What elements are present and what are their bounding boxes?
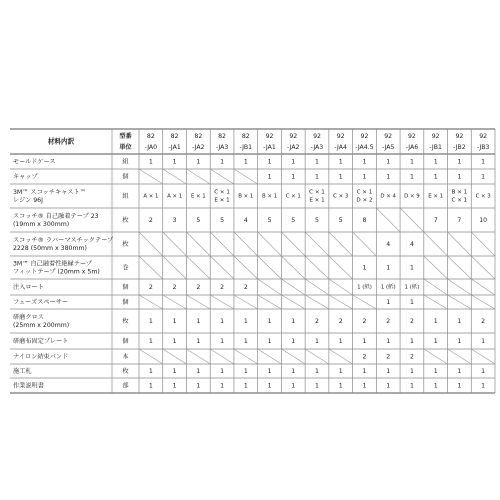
unit-label: 枚 — [122, 241, 129, 248]
quantity-cell: 1 — [362, 158, 367, 166]
quantity-cell: 1 — [386, 173, 391, 181]
quantity-cell: 1 — [338, 173, 343, 181]
model-series-label: 92 — [313, 133, 321, 140]
quantity-cell: 1 — [172, 318, 177, 325]
quantity-cell: 7 — [457, 217, 462, 224]
quantity-cell: 5 — [220, 217, 225, 224]
quantity-cell: C × 1 — [451, 197, 468, 204]
quantity-cell: 2 — [409, 318, 414, 325]
quantity-cell: 1 — [433, 368, 438, 375]
quantity-cell: 2 — [409, 353, 414, 361]
quantity-cell: 1 — [433, 338, 438, 345]
model-series-label: 92 — [384, 133, 393, 140]
quantity-cell: 1 — [220, 318, 225, 325]
material-name: 施工札 — [13, 368, 32, 375]
quantity-cell: 1 — [409, 368, 414, 375]
quantity-cell: B × 1 — [261, 193, 278, 200]
model-variant-label: -JB3 — [476, 144, 490, 151]
quantity-cell: 1 — [457, 318, 462, 325]
quantity-cell: 2 — [148, 284, 153, 291]
material-name: 3M™ スコッチキャスト™ — [13, 189, 86, 196]
quantity-cell: 1 — [338, 382, 343, 390]
quantity-cell: 1 — [481, 158, 486, 166]
quantity-cell: 1 (紙) — [404, 284, 420, 291]
quantity-cell: C × 1 — [214, 189, 230, 196]
quantity-cell: 1 — [409, 264, 414, 272]
quantity-cell: E × 1 — [214, 197, 230, 204]
material-name: スコッチ® 自己融着テープ 23 — [13, 213, 99, 220]
quantity-cell: D × 9 — [404, 193, 420, 200]
quantity-cell: C × 3 — [475, 193, 491, 200]
unit-label: 個 — [122, 173, 129, 181]
quantity-cell: 1 — [243, 158, 248, 166]
quantity-cell: 1 — [267, 368, 272, 375]
quantity-cell: A × 1 — [167, 193, 183, 200]
quantity-cell: 1 — [315, 158, 319, 166]
quantity-cell: 1 — [148, 158, 153, 166]
model-variant-label: -JA0 — [144, 144, 158, 151]
quantity-cell: B × 1 — [451, 189, 468, 196]
quantity-cell: C × 1 — [356, 189, 373, 196]
quantity-cell: 1 (紙) — [380, 284, 396, 291]
quantity-cell: 2 — [315, 318, 319, 325]
quantity-cell: 1 — [409, 173, 414, 181]
quantity-cell: 1 — [457, 338, 462, 345]
material-name: 3M™ 自己融着性絶縁テープ — [13, 260, 92, 268]
quantity-cell: 1 — [457, 158, 462, 166]
quantity-cell: 1 — [267, 173, 272, 181]
quantity-cell: 2 — [481, 318, 486, 325]
quantity-cell: 1 — [457, 368, 462, 375]
model-variant-label: -JA2 — [287, 144, 300, 151]
quantity-cell: 1 — [386, 338, 391, 345]
quantity-cell: 2 — [362, 318, 367, 325]
quantity-cell: 1 — [386, 368, 391, 375]
model-variant-label: -JB1 — [239, 144, 253, 151]
material-name: 注入ロート — [13, 284, 44, 291]
quantity-cell: E × 1 — [190, 193, 206, 200]
quantity-cell: 1 — [433, 173, 438, 181]
unit-label: 枚 — [122, 217, 129, 224]
quantity-cell: 1 — [386, 299, 391, 306]
quantity-cell: 2 — [148, 217, 153, 224]
material-name: 研磨クロス — [13, 314, 44, 321]
model-series-label: 92 — [431, 133, 440, 140]
quantity-cell: 5 — [315, 217, 319, 224]
quantity-cell: 1 — [338, 158, 343, 166]
quantity-cell: 1 (紙) — [357, 284, 372, 291]
quantity-cell: 1 — [362, 368, 367, 375]
material-name: キャップ — [13, 173, 38, 181]
material-name: 2228 (50mm x 380mm) — [13, 245, 87, 252]
material-name: フェーズスペーサー — [13, 299, 69, 306]
quantity-cell: 1 — [291, 338, 296, 345]
material-name: スコッチ® ラバーマスチックテープ — [13, 237, 114, 244]
unit-label: 巻 — [122, 264, 129, 272]
quantity-cell: 1 — [243, 368, 248, 375]
type-header-label: 型番 — [119, 133, 132, 140]
quantity-cell: 4 — [409, 241, 414, 248]
quantity-cell: E × 1 — [309, 197, 325, 204]
material-name: ナイロン結束バンド — [13, 353, 69, 361]
quantity-cell: 1 — [267, 158, 272, 166]
quantity-cell: 1 — [386, 264, 391, 272]
model-series-label: 92 — [336, 133, 345, 140]
model-series-label: 92 — [407, 133, 416, 140]
model-variant-label: -JA6 — [405, 144, 419, 151]
material-name: フィットテープ (20mm x 5m) — [13, 268, 100, 276]
model-series-label: 92 — [479, 133, 488, 140]
quantity-cell: 1 — [291, 318, 296, 325]
quantity-cell: 1 — [220, 158, 225, 166]
quantity-cell: 1 — [481, 368, 486, 375]
quantity-cell: 1 — [291, 382, 296, 390]
quantity-cell: 1 — [457, 382, 462, 390]
model-series-label: 82 — [194, 133, 203, 140]
quantity-cell: 1 — [409, 382, 414, 390]
model-variant-label: -JA5 — [381, 144, 395, 151]
quantity-cell: 1 — [433, 382, 438, 390]
material-name: モールドケース — [13, 158, 56, 166]
quantity-cell: 1 — [409, 299, 414, 306]
quantity-cell: 1 — [315, 368, 319, 375]
quantity-cell: 2 — [362, 353, 367, 361]
quantity-cell: 2 — [196, 284, 201, 291]
quantity-cell: 1 — [148, 338, 153, 345]
quantity-cell: 1 — [291, 368, 296, 375]
quantity-cell: 1 — [315, 338, 319, 345]
quantity-cell: 1 — [148, 318, 153, 325]
corner-header-label: 材料内訳 — [47, 137, 75, 146]
quantity-cell: 1 — [433, 318, 438, 325]
quantity-cell: 1 — [172, 368, 177, 375]
model-series-label: 92 — [455, 133, 464, 140]
quantity-cell: 1 — [196, 382, 201, 390]
quantity-cell: 3 — [172, 217, 177, 224]
quantity-cell: 2 — [220, 284, 225, 291]
quantity-cell: 5 — [338, 217, 343, 224]
quantity-cell: C × 3 — [333, 193, 349, 200]
quantity-cell: 1 — [481, 173, 486, 181]
quantity-cell: 2 — [243, 284, 248, 291]
quantity-cell: 1 — [220, 338, 225, 345]
quantity-cell: D × 4 — [380, 193, 396, 200]
model-series-label: 82 — [170, 133, 179, 140]
quantity-cell: 1 — [243, 382, 248, 390]
quantity-cell: 8 — [362, 217, 367, 224]
model-series-label: 92 — [360, 133, 369, 140]
model-variant-label: -JA3 — [215, 144, 229, 151]
quantity-cell: 1 — [481, 338, 486, 345]
quantity-cell: D × 2 — [356, 197, 373, 204]
quantity-cell: 5 — [291, 217, 296, 224]
material-name: 作業説明書 — [13, 382, 44, 390]
quantity-cell: 2 — [386, 318, 391, 325]
quantity-cell: C × 1 — [285, 193, 301, 200]
quantity-cell: C × 1 — [309, 189, 325, 196]
quantity-cell: 1 — [433, 158, 438, 166]
quantity-cell: 2 — [172, 284, 177, 291]
quantity-cell: 1 — [220, 382, 225, 390]
model-variant-label: -JB1 — [429, 144, 442, 151]
quantity-cell: 5 — [196, 217, 201, 224]
unit-label: 枚 — [122, 318, 129, 325]
unit-label: 個 — [122, 299, 129, 306]
model-variant-label: -JB2 — [453, 144, 466, 151]
material-name: (19mm x 300mm) — [13, 221, 70, 228]
quantity-cell: 4 — [243, 217, 248, 224]
quantity-cell: 1 — [172, 338, 177, 345]
quantity-cell: 1 — [196, 318, 201, 325]
quantity-cell: 1 — [196, 368, 201, 375]
unit-label: 個 — [122, 338, 129, 345]
quantity-cell: 1 — [267, 338, 272, 345]
quantity-cell: 1 — [338, 368, 343, 375]
quantity-cell: 1 — [315, 173, 319, 181]
quantity-cell: 1 — [362, 264, 367, 272]
quantity-cell: 1 — [386, 158, 391, 166]
unit-label: 枚 — [122, 368, 129, 375]
quantity-cell: 1 — [172, 382, 177, 390]
quantity-cell: A × 1 — [143, 193, 159, 200]
unit-label: 部 — [122, 382, 129, 390]
quantity-cell: 1 — [409, 338, 414, 345]
quantity-cell: 1 — [291, 173, 296, 181]
quantity-cell: 1 — [196, 338, 201, 345]
material-name: (25mm x 200mm) — [13, 322, 70, 329]
model-variant-label: -JA4 — [334, 144, 347, 151]
quantity-cell: 1 — [362, 382, 367, 390]
model-series-label: 92 — [289, 133, 298, 140]
quantity-cell: 1 — [172, 158, 177, 166]
quantity-cell: 1 — [409, 158, 414, 166]
unit-label: 組 — [122, 158, 129, 166]
quantity-cell: B × 1 — [238, 193, 254, 200]
quantity-cell: 1 — [243, 338, 248, 345]
unit-label: 本 — [122, 353, 129, 361]
quantity-cell: 1 — [362, 173, 367, 181]
quantity-cell: 1 — [338, 338, 343, 345]
quantity-cell: 4 — [386, 241, 391, 248]
model-series-label: 82 — [146, 133, 155, 140]
quantity-cell: 1 — [362, 338, 367, 345]
model-variant-label: -JA2 — [192, 144, 205, 151]
quantity-cell: 1 — [220, 368, 225, 375]
quantity-cell: 7 — [433, 217, 438, 224]
material-name: 研磨布固定プレート — [13, 338, 69, 345]
model-series-label: 82 — [241, 133, 250, 140]
model-series-label: 82 — [218, 133, 227, 140]
quantity-cell: E × 1 — [428, 193, 444, 200]
material-name: レジン 96J — [13, 197, 43, 204]
unit-header-label: 単位 — [119, 144, 132, 151]
model-variant-label: -JA3 — [310, 144, 324, 151]
unit-label: 組 — [122, 193, 129, 200]
model-series-label: 92 — [265, 133, 274, 140]
model-variant-label: -JA1 — [263, 144, 276, 151]
model-variant-label: -JA4.5 — [355, 144, 374, 151]
quantity-cell: 10 — [479, 217, 488, 224]
quantity-cell: 1 — [457, 173, 462, 181]
quantity-cell: 1 — [267, 382, 272, 390]
quantity-cell: 1 — [386, 382, 391, 390]
quantity-cell: 1 — [148, 368, 153, 375]
quantity-cell: 1 — [315, 382, 319, 390]
quantity-cell: 1 — [148, 382, 153, 390]
quantity-cell: 1 — [243, 318, 248, 325]
quantity-cell: 2 — [338, 318, 343, 325]
unit-label: 個 — [122, 284, 129, 291]
quantity-cell: 2 — [386, 353, 391, 361]
quantity-cell: 1 — [267, 318, 272, 325]
quantity-cell: 5 — [267, 217, 272, 224]
quantity-cell: 1 — [196, 158, 201, 166]
model-variant-label: -JA1 — [168, 144, 181, 151]
quantity-cell: 1 — [481, 382, 486, 390]
quantity-cell: 1 — [291, 158, 296, 166]
